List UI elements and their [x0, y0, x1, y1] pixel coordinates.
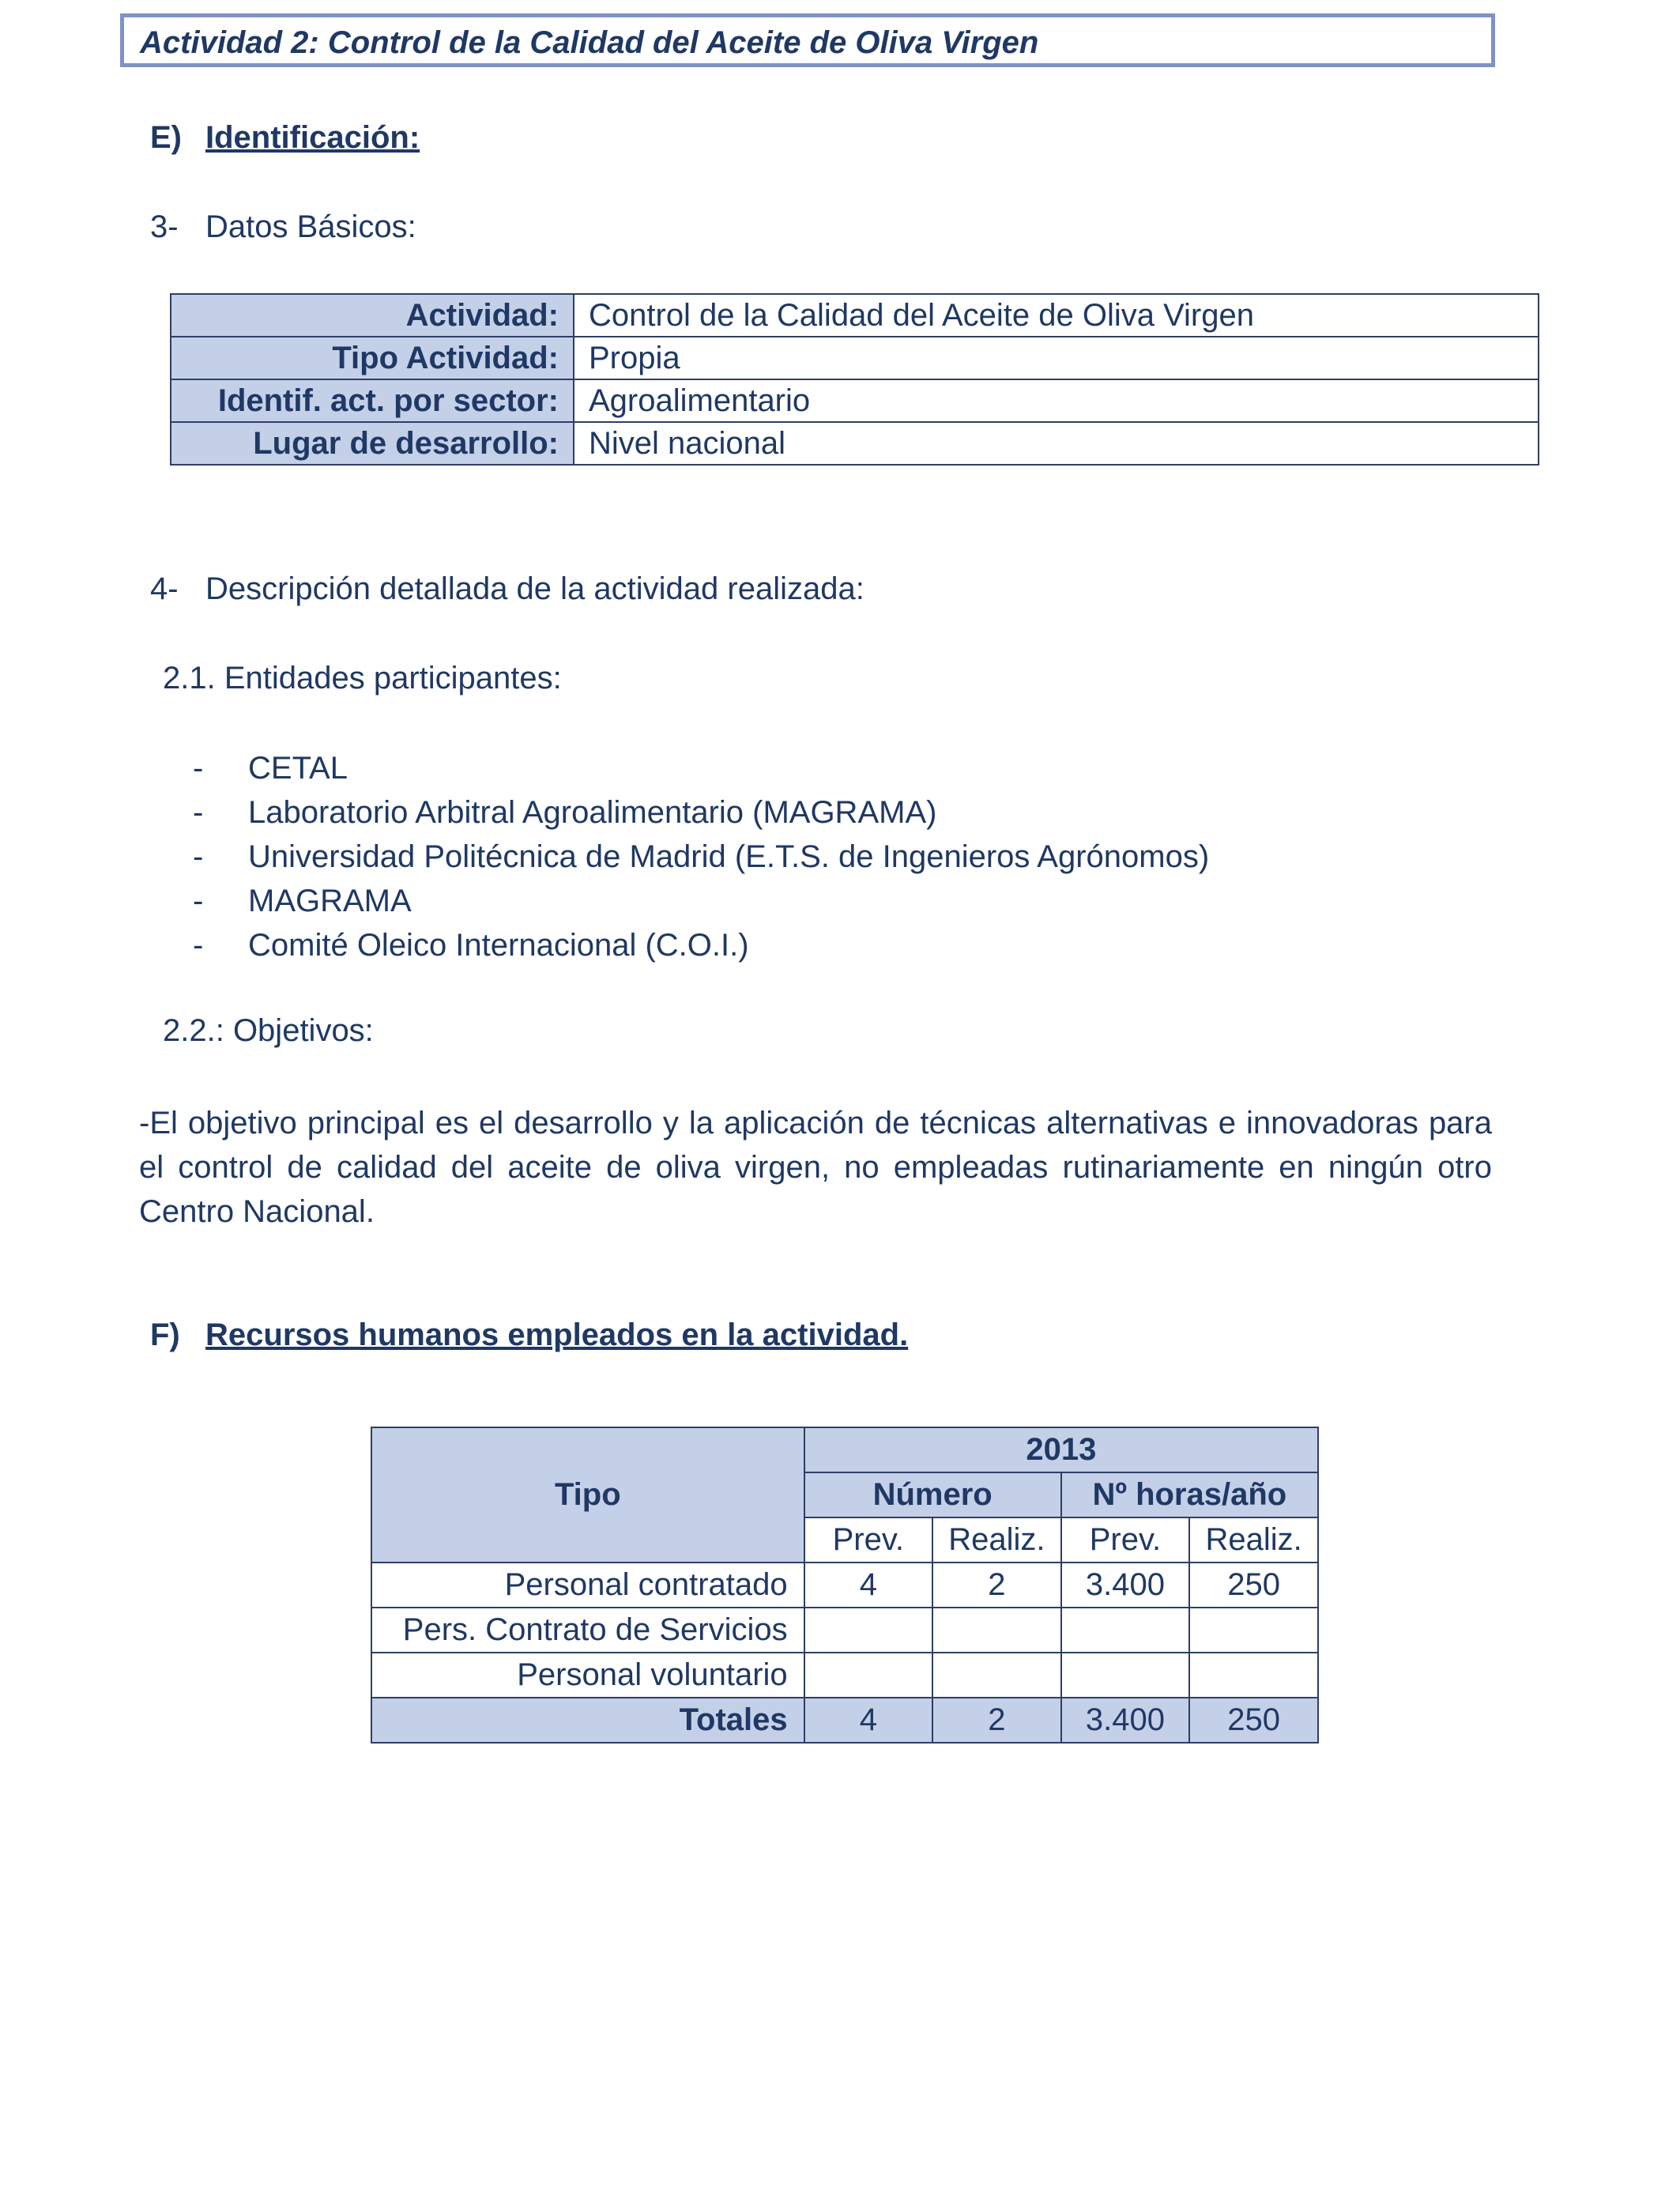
- list-item: [193, 795, 936, 831]
- table-cell: [932, 1653, 1061, 1698]
- row-label: Personal voluntario: [371, 1653, 804, 1698]
- entity-name: Comité Oleico Internacional (C.O.I.): [248, 928, 749, 963]
- entity-name: CETAL: [248, 751, 348, 786]
- table-cell: 4: [804, 1698, 932, 1743]
- list-item: [193, 928, 749, 963]
- basic-key-location: Lugar de desarrollo:: [171, 422, 574, 465]
- table-cell: 3.400: [1061, 1563, 1190, 1608]
- table-cell: [1189, 1653, 1318, 1698]
- col-header-prev: Prev.: [804, 1517, 932, 1563]
- basic-key-type: Tipo Actividad:: [171, 337, 574, 379]
- item-4: [150, 571, 864, 607]
- basic-value-type: Propia: [574, 337, 1539, 379]
- bullet: -: [193, 928, 204, 963]
- list-item: [193, 751, 348, 786]
- section-e-label: E): [150, 120, 182, 155]
- human-resources-table: [371, 1427, 1319, 1744]
- row-label: Pers. Contrato de Servicios: [371, 1608, 804, 1653]
- basic-key-sector: Identif. act. por sector:: [171, 379, 574, 422]
- table-cell: 4: [804, 1563, 932, 1608]
- table-cell: 2: [932, 1698, 1061, 1743]
- bullet: -: [193, 884, 204, 918]
- bullet: -: [193, 751, 204, 786]
- totals-label: Totales: [371, 1698, 804, 1743]
- table-cell: 250: [1189, 1698, 1318, 1743]
- table-row: [171, 337, 1539, 379]
- table-cell: [1061, 1653, 1190, 1698]
- bullet: -: [193, 839, 204, 874]
- section-e-heading: [150, 120, 420, 156]
- entity-name: Universidad Politécnica de Madrid (E.T.S. de Ingenieros Agrónomos): [248, 839, 1210, 874]
- col-header-numero: Número: [804, 1472, 1061, 1517]
- entity-name: Laboratorio Arbitral Agroalimentario (MAGRAMA): [248, 795, 937, 830]
- list-item: [193, 884, 412, 919]
- section-f-heading: [150, 1318, 908, 1353]
- table-cell: [932, 1608, 1061, 1653]
- table-cell: 3.400: [1061, 1698, 1190, 1743]
- activity-title-box: [120, 13, 1495, 67]
- table-cell: [804, 1653, 932, 1698]
- item-4-text: Descripción detallada de la actividad realizada:: [205, 571, 864, 606]
- col-header-horas: Nº horas/año: [1061, 1472, 1318, 1517]
- table-row: [371, 1563, 1318, 1608]
- col-header-realiz: Realiz.: [932, 1517, 1061, 1563]
- basic-key-activity: Actividad:: [171, 294, 574, 337]
- table-cell: 2: [932, 1563, 1061, 1608]
- table-row: [171, 379, 1539, 422]
- item-4-number: 4-: [150, 571, 179, 606]
- bullet: -: [193, 795, 204, 830]
- table-row: [371, 1608, 1318, 1653]
- table-row: [171, 294, 1539, 337]
- item-3-number: 3-: [150, 209, 179, 244]
- table-cell: [1189, 1608, 1318, 1653]
- col-header-prev: Prev.: [1061, 1517, 1190, 1563]
- basic-value-activity: Control de la Calidad del Aceite de Oliva Virgen: [574, 294, 1539, 337]
- row-label: Personal contratado: [371, 1563, 804, 1608]
- basic-data-table: [170, 293, 1539, 466]
- table-row: [371, 1653, 1318, 1698]
- list-item: [193, 839, 1209, 875]
- objective-paragraph: -El objetivo principal es el desarrollo y la aplicación de técnicas alternativas e innovadoras para el control de calidad del aceite de oliva virgen, no empleadas rutinariamente en ningún otro Centro Nacional.: [139, 1106, 1492, 1229]
- basic-value-location: Nivel nacional: [574, 422, 1539, 465]
- subsection-2-1: 2.1. Entidades participantes:: [163, 661, 562, 696]
- activity-title: Actividad 2: Control de la Calidad del Aceite de Oliva Virgen: [140, 25, 1039, 60]
- basic-value-sector: Agroalimentario: [574, 379, 1539, 422]
- item-3-text: Datos Básicos:: [205, 209, 416, 244]
- section-e-title: Identificación:: [205, 120, 420, 155]
- col-header-year: 2013: [804, 1427, 1318, 1472]
- col-header-tipo: Tipo: [371, 1427, 804, 1563]
- table-cell: [804, 1608, 932, 1653]
- totals-row: [371, 1698, 1318, 1743]
- table-row: [171, 422, 1539, 465]
- section-f-title: Recursos humanos empleados en la actividad.: [205, 1318, 909, 1352]
- section-f-label: F): [150, 1318, 180, 1352]
- table-cell: 250: [1189, 1563, 1318, 1608]
- subsection-2-2: 2.2.: Objetivos:: [163, 1013, 374, 1048]
- item-3: [150, 209, 416, 245]
- entity-name: MAGRAMA: [248, 884, 412, 918]
- table-cell: [1061, 1608, 1190, 1653]
- table-row: [371, 1427, 1318, 1472]
- col-header-realiz: Realiz.: [1189, 1517, 1318, 1563]
